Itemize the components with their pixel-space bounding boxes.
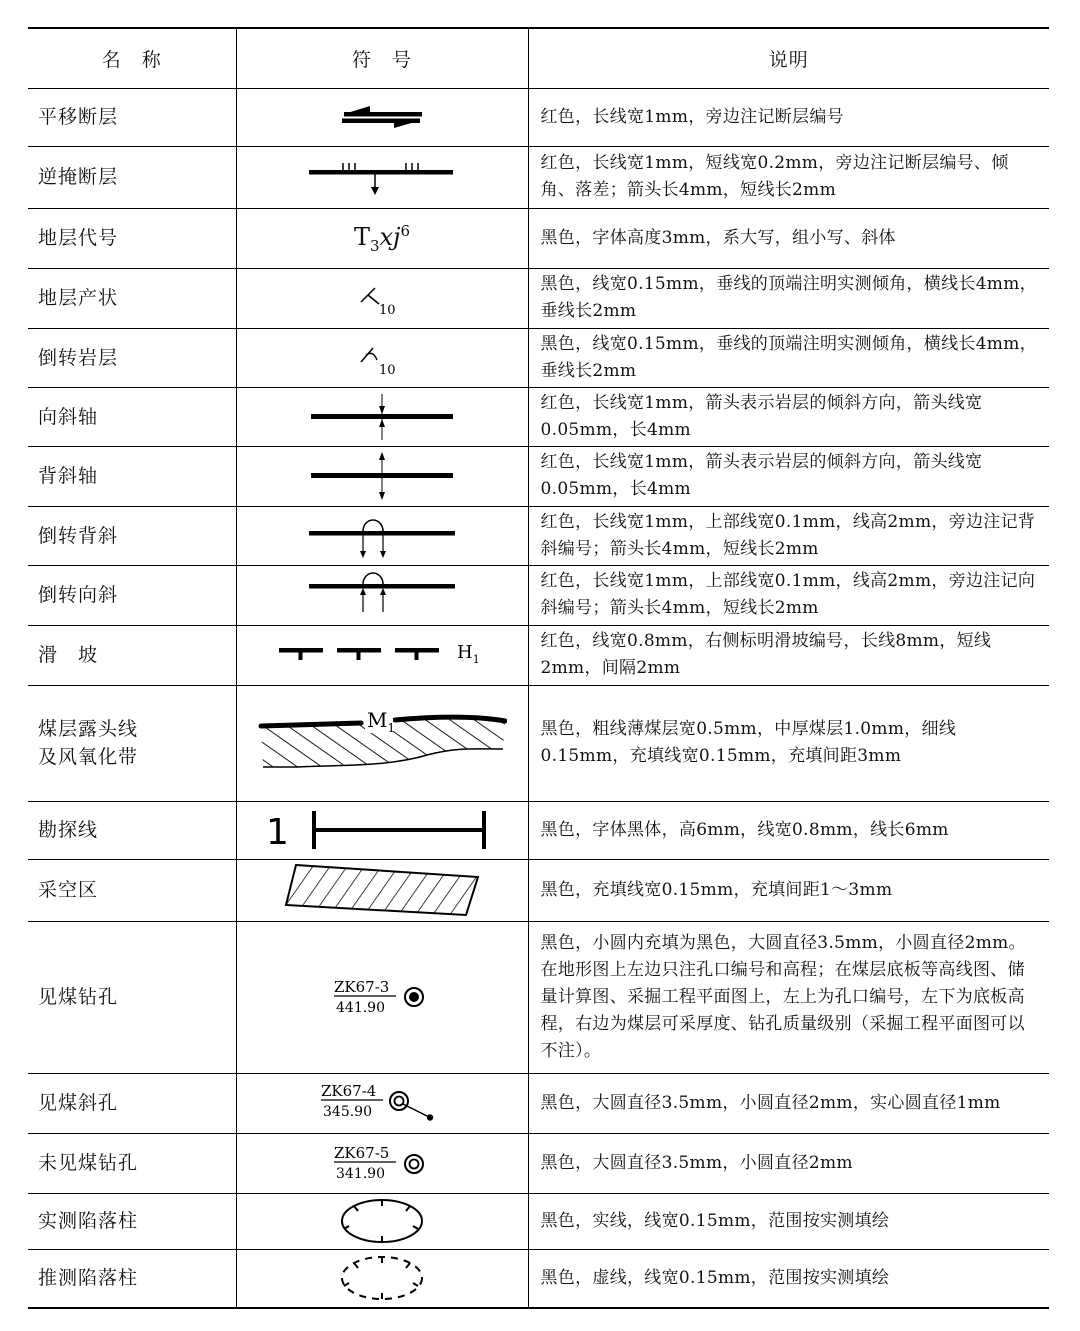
row-desc: 黑色，粗线薄煤层宽0.5mm，中厚煤层1.0mm，细线0.15mm，充填线宽0.15mm，充填间距3mm	[528, 685, 1049, 801]
table-row	[28, 208, 1049, 268]
borehole-id: ZK67-4	[321, 1082, 377, 1100]
coal-inclined-hole-icon	[319, 1079, 445, 1127]
row-name: 地层代号	[28, 208, 236, 268]
borehole-id: ZK67-3	[334, 978, 390, 996]
row-desc: 黑色，小圆内充填为黑色，大圆直径3.5mm，小圆直径2mm。在地形图上左边只注孔口编号和高程；在煤层底板等高线图、储量计算图、采掘工程平面图上，左上为孔口编号，左下为底板高程，右边为煤层可采厚度、钻孔质量级别（采掘工程平面图可以不注）。	[528, 921, 1049, 1073]
table-row	[28, 801, 1049, 859]
overturned-syncline-icon	[307, 570, 457, 620]
row-name: 煤层露头线 及风氧化带	[28, 685, 236, 801]
table-row	[28, 1249, 1049, 1308]
row-desc: 黑色，线宽0.15mm，垂线的顶端注明实测倾角，横线长4mm，垂线长2mm	[528, 268, 1049, 328]
row-symbol	[236, 328, 528, 387]
row-symbol	[236, 88, 528, 146]
table-row	[28, 1133, 1049, 1193]
row-symbol	[236, 268, 528, 328]
table-row	[28, 565, 1049, 625]
row-name: 向斜轴	[28, 387, 236, 446]
row-symbol	[236, 859, 528, 921]
table-row	[28, 88, 1049, 146]
row-symbol	[236, 921, 528, 1073]
row-desc: 黑色，虚线，线宽0.15mm，范围按实测填绘	[528, 1249, 1049, 1308]
row-symbol	[236, 1133, 528, 1193]
row-name: 采空区	[28, 859, 236, 921]
landslide-label-base: H	[457, 642, 473, 663]
row-symbol	[236, 146, 528, 208]
row-name: 逆掩断层	[28, 146, 236, 208]
table-row	[28, 685, 1049, 801]
table-row	[28, 146, 1049, 208]
row-desc: 红色，长线宽1mm，箭头表示岩层的倾斜方向，箭头线宽0.05mm，长4mm	[528, 387, 1049, 446]
row-name: 平移断层	[28, 88, 236, 146]
stratum-system: T	[353, 222, 370, 251]
row-symbol	[236, 801, 528, 859]
goaf-area-icon	[282, 861, 482, 919]
no-coal-borehole-icon	[332, 1141, 432, 1185]
row-desc: 红色，长线宽1mm，箭头表示岩层的倾斜方向，箭头线宽0.05mm，长4mm	[528, 446, 1049, 506]
landslide-label	[457, 642, 480, 666]
stratum-member: 6	[400, 221, 411, 240]
row-name: 倒转背斜	[28, 506, 236, 565]
header-name: 名 称	[28, 28, 236, 88]
row-desc: 黑色，充填线宽0.15mm，充填间距1～3mm	[528, 859, 1049, 921]
overturned-strata-icon	[357, 338, 407, 378]
stratum-code	[353, 221, 411, 255]
syncline-axis-icon	[307, 392, 457, 442]
row-desc: 红色，长线宽1mm，短线宽0.2mm，旁边注记断层编号、倾角、落差；箭头长4mm，短线长2mm	[528, 146, 1049, 208]
row-desc: 红色，线宽0.8mm，右侧标明滑坡编号，长线8mm，短线2mm，间隔2mm	[528, 625, 1049, 685]
row-symbol	[236, 506, 528, 565]
row-desc: 红色，长线宽1mm，旁边注记断层编号	[528, 88, 1049, 146]
row-desc: 黑色，大圆直径3.5mm，小圆直径2mm，实心圆直径1mm	[528, 1073, 1049, 1133]
thrust-fault-icon	[307, 157, 457, 197]
landslide-label-sub: 1	[472, 653, 480, 666]
legend-table	[28, 27, 1049, 1309]
coal-seam-label-sub: 1	[387, 721, 396, 735]
row-name: 滑 坡	[28, 625, 236, 685]
borehole-elevation: 341.90	[336, 1166, 385, 1182]
row-symbol	[236, 565, 528, 625]
row-name: 勘探线	[28, 801, 236, 859]
table-row	[28, 625, 1049, 685]
row-name: 地层产状	[28, 268, 236, 328]
strata-attitude-icon	[357, 278, 407, 318]
table-row	[28, 1073, 1049, 1133]
borehole-elevation: 441.90	[336, 1000, 385, 1016]
anticline-axis-icon	[307, 450, 457, 502]
table-row	[28, 387, 1049, 446]
borehole-id: ZK67-5	[334, 1144, 390, 1162]
row-name: 未见煤钻孔	[28, 1133, 236, 1193]
row-symbol	[236, 446, 528, 506]
coal-seam-label-base: M	[367, 708, 388, 732]
row-name: 倒转向斜	[28, 565, 236, 625]
stratum-series: 3	[369, 236, 380, 255]
row-symbol	[236, 208, 528, 268]
coal-borehole-icon	[332, 975, 432, 1019]
row-name: 倒转岩层	[28, 328, 236, 387]
table-row	[28, 921, 1049, 1073]
row-symbol	[236, 387, 528, 446]
dip-angle-label: 10	[379, 303, 396, 318]
landslide-icon	[277, 638, 487, 672]
coal-outcrop-icon	[257, 705, 507, 781]
row-name: 背斜轴	[28, 446, 236, 506]
row-symbol	[236, 625, 528, 685]
row-symbol	[236, 1193, 528, 1249]
exploration-line-icon	[262, 806, 502, 854]
row-desc: 黑色，大圆直径3.5mm，小圆直径2mm	[528, 1133, 1049, 1193]
row-symbol	[236, 685, 528, 801]
row-name: 见煤斜孔	[28, 1073, 236, 1133]
header-row	[28, 28, 1049, 88]
header-symbol: 符 号	[236, 28, 528, 88]
table-row	[28, 506, 1049, 565]
borehole-elevation: 345.90	[323, 1104, 372, 1120]
table-row	[28, 446, 1049, 506]
table-row	[28, 268, 1049, 328]
table-row	[28, 1193, 1049, 1249]
row-desc: 黑色，字体黑体，高6mm，线宽0.8mm，线长6mm	[528, 801, 1049, 859]
strike-slip-fault-icon	[332, 102, 432, 132]
overturned-anticline-icon	[307, 511, 457, 561]
row-symbol	[236, 1249, 528, 1308]
row-name: 实测陷落柱	[28, 1193, 236, 1249]
row-symbol	[236, 1073, 528, 1133]
row-desc: 黑色，实线，线宽0.15mm，范围按实测填绘	[528, 1193, 1049, 1249]
dip-angle-label: 10	[379, 362, 396, 378]
header-desc: 说明	[528, 28, 1049, 88]
table-row	[28, 859, 1049, 921]
row-desc: 红色，长线宽1mm，上部线宽0.1mm，线高2mm，旁边注记向斜编号；箭头长4mm，短线长2mm	[528, 565, 1049, 625]
inferred-collapse-column-icon	[332, 1252, 432, 1304]
row-desc: 红色，长线宽1mm，上部线宽0.1mm，线高2mm，旁边注记背斜编号；箭头长4mm，短线长2mm	[528, 506, 1049, 565]
row-desc: 黑色，线宽0.15mm，垂线的顶端注明实测倾角，横线长4mm，垂线长2mm	[528, 328, 1049, 387]
exploration-line-number: 1	[266, 812, 289, 853]
stratum-formation: xj	[379, 222, 401, 251]
table-row	[28, 328, 1049, 387]
row-name: 见煤钻孔	[28, 921, 236, 1073]
measured-collapse-column-icon	[332, 1195, 432, 1247]
row-desc: 黑色，字体高度3mm，系大写，组小写、斜体	[528, 208, 1049, 268]
row-name: 推测陷落柱	[28, 1249, 236, 1308]
